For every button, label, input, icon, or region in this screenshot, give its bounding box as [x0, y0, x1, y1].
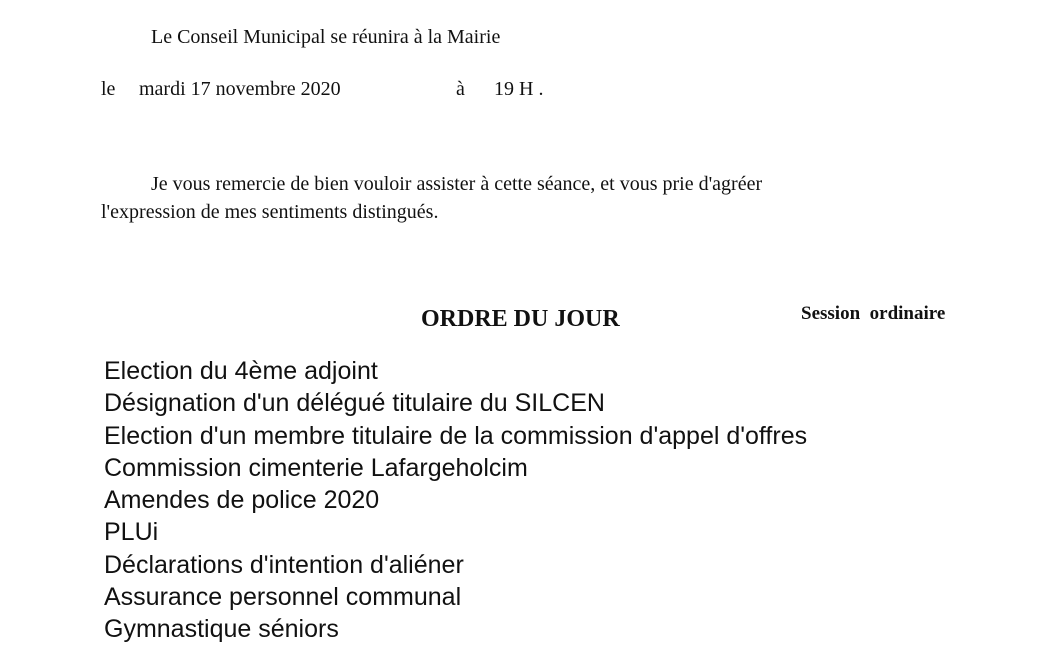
meeting-a-label: à: [456, 78, 465, 100]
agenda-item: PLUi: [104, 518, 159, 547]
agenda-item: Election d'un membre titulaire de la commission d'appel d'offres: [104, 421, 808, 450]
agenda-item: Désignation d'un délégué titulaire du SILCEN: [104, 389, 605, 418]
closing-paragraph-line2: l'expression de mes sentiments distingués.: [101, 201, 439, 223]
agenda-item: Amendes de police 2020: [104, 486, 380, 515]
agenda-list: [104, 355, 807, 646]
closing-paragraph-line1: Je vous remercie de bien vouloir assister à cette séance, et vous prie d'agréer: [151, 173, 763, 195]
agenda-item: Gymnastique séniors: [104, 615, 339, 644]
convocation-intro: Le Conseil Municipal se réunira à la Mairie: [151, 26, 501, 48]
agenda-title: ORDRE DU JOUR: [421, 306, 620, 332]
agenda-item: Election du 4ème adjoint: [104, 357, 378, 385]
meeting-le-label: le: [101, 78, 116, 100]
agenda-item: Commission cimenterie Lafargeholcim: [104, 453, 528, 482]
session-type: Session ordinaire: [801, 303, 946, 324]
meeting-date: mardi 17 novembre 2020: [139, 78, 341, 100]
agenda-item: Déclarations d'intention d'aliéner: [104, 550, 464, 579]
meeting-time: 19 H .: [494, 78, 544, 100]
agenda-item: Assurance personnel communal: [104, 583, 462, 612]
